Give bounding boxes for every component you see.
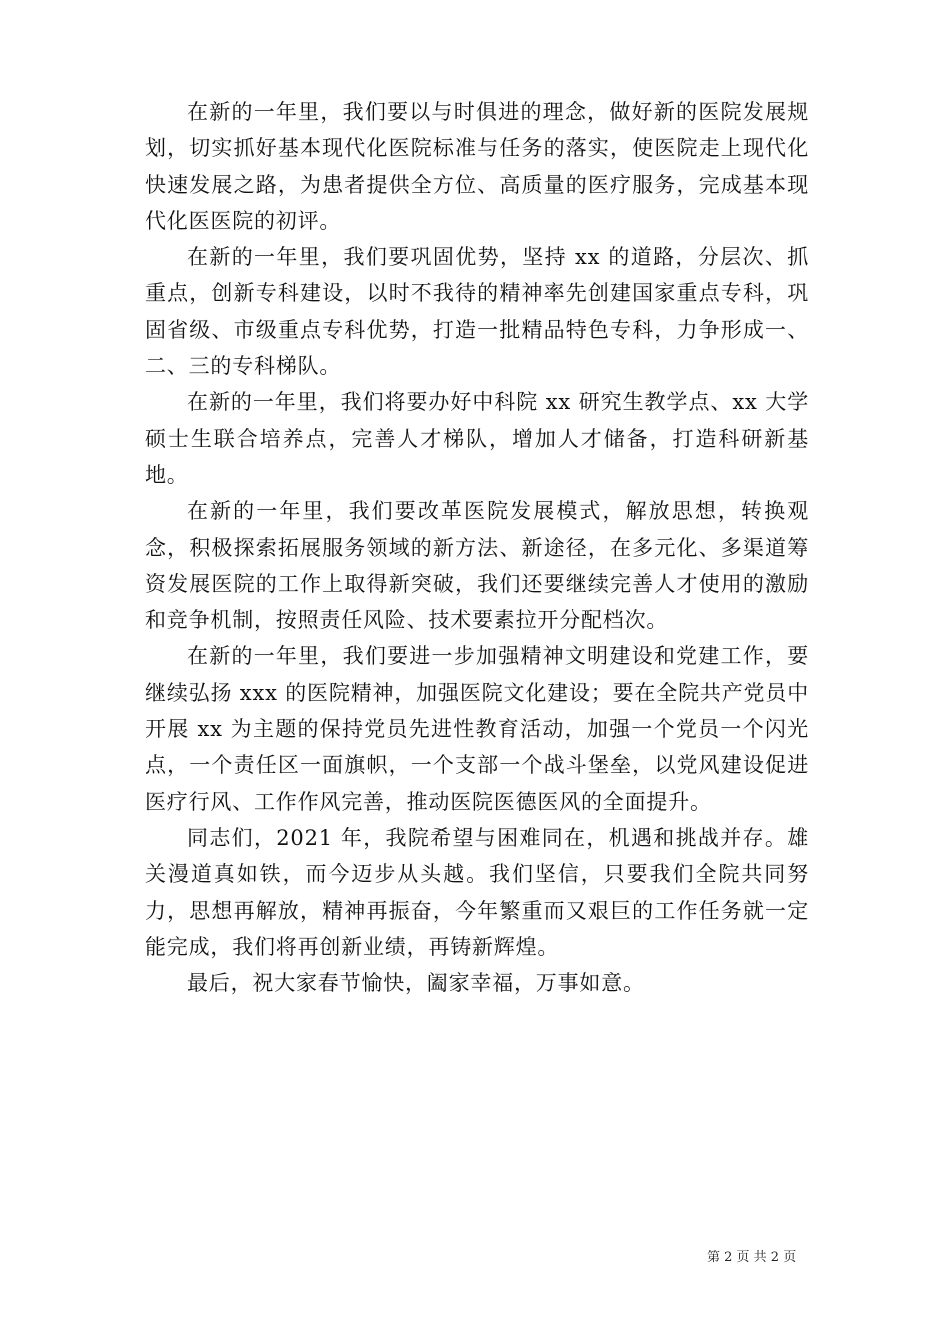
paragraph-4: 在新的一年里，我们要改革医院发展模式，解放思想，转换观念，积极探索拓展服务领域的新方法、新途径，在多元化、多渠道筹资发展医院的工作上取得新突破，我们还要继续完善人才使用的激励和竞争机制，按照责任风险、技术要素拉开分配档次。 xyxy=(145,499,809,633)
document-body xyxy=(145,94,809,1001)
paragraph-5: 在新的一年里，我们要进一步加强精神文明建设和党建工作，要继续弘扬 xxx 的医院精神，加强医院文化建设；要在全院共产党员中开展 xx 为主题的保持党员先进性教育活动，加强一个党员一个闪光点，一个责任区一面旗帜，一个支部一个战斗堡垒，以党风建设促进医疗行风、工作作风完善，推动医院医德医风的全面提升。 xyxy=(145,644,809,814)
page-number: 第 2 页 共 2 页 xyxy=(707,1250,797,1265)
paragraph-1: 在新的一年里，我们要以与时俱进的理念，做好新的医院发展规划，切实抓好基本现代化医院标准与任务的落实，使医院走上现代化快速发展之路，为患者提供全方位、高质量的医疗服务，完成基本现代化医医院的初评。 xyxy=(145,100,809,233)
paragraph-7: 最后，祝大家春节愉快，阖家幸福，万事如意。 xyxy=(187,971,645,996)
paragraph-6: 同志们，2021 年，我院希望与困难同在，机遇和挑战并存。雄关漫道真如铁，而今迈步从头越。我们坚信，只要我们全院共同努力，思想再解放，精神再振奋，今年繁重而又艰巨的工作任务就一定能完成，我们将再创新业绩，再铸新辉煌。 xyxy=(145,825,809,959)
paragraph-2: 在新的一年里，我们要巩固优势，坚持 xx 的道路，分层次、抓重点，创新专科建设，以时不我待的精神率先创建国家重点专科，巩固省级、市级重点专科优势，打造一批精品特色专科，力争形成一、二、三的专科梯队。 xyxy=(145,245,809,379)
paragraph-3: 在新的一年里，我们将要办好中科院 xx 研究生教学点、xx 大学硕士生联合培养点，完善人才梯队，增加人才储备，打造科研新基地。 xyxy=(145,390,809,487)
